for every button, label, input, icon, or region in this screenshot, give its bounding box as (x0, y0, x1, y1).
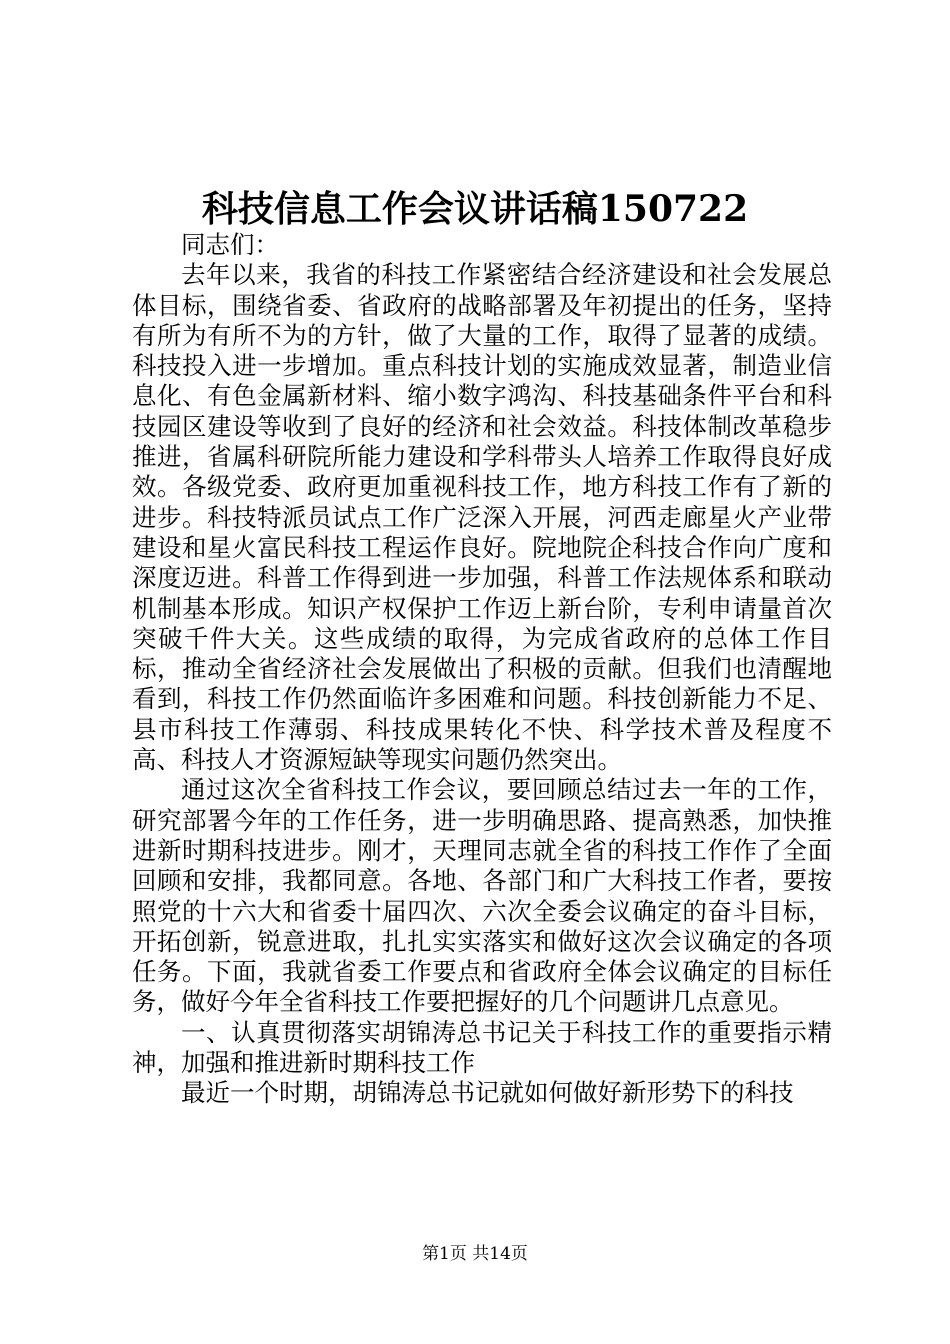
document-body (132, 230, 832, 1109)
paragraph: 最近一个时期，胡锦涛总书记就如何做好新形势下的科技 (181, 1078, 794, 1108)
page-number: 第1页 共14页 (422, 1244, 528, 1264)
paragraph: 去年以来，我省的科技工作紧密结合经济建设和社会发展总体目标，围绕省委、省政府的战略部署及年初提出的任务，坚持有所为有所不为的方针，做了大量的工作，取得了显著的成绩。科技投入进一步增加。重点科技计划的实施成效显著，制造业信息化、有色金属新材料、缩小数字鸿沟、科技基础条件平台和科技园区建设等收到了良好的经济和社会效益。科技体制改革稳步推进，省属科研院所能力建设和学科带头人培养工作取得良好成效。各级党委、政府更加重视科技工作，地方科技工作有了新的进步。科技特派员试点工作广泛深入开展，河西走廊星火产业带建设和星火富民科技工程运作良好。院地院企科技合作向广度和深度迈进。科普工作得到进一步加强，科普工作法规体系和联动机制基本形成。知识产权保护工作迈上新台阶，专利申请量首次突破千件大关。这些成绩的取得，为完成省政府的总体工作目标，推动全省经济社会发展做出了积极的贡献。但我们也清醒地看到，科技工作仍然面临许多困难和问题。科技创新能力不足、县市科技工作薄弱、科技成果转化不快、科学技术普及程度不高、科技人才资源短缺等现实问题仍然突出。 (132, 260, 832, 775)
document-title: 科技信息工作会议讲话稿150722 (201, 188, 749, 230)
section-heading: 一、认真贯彻落实胡锦涛总书记关于科技工作的重要指示精神，加强和推进新时期科技工作 (132, 1017, 832, 1078)
salutation: 同志们： (181, 230, 279, 259)
paragraph: 通过这次全省科技工作会议，要回顾总结过去一年的工作，研究部署今年的工作任务，进一步明确思路、提高熟悉，加快推进新时期科技进步。刚才，天理同志就全省的科技工作作了全面回顾和安排，我都同意。各地、各部门和广大科技工作者，要按照党的十六大和省委十届四次、六次全委会议确定的奋斗目标，开拓创新，锐意进取，扎扎实实落实和做好这次会议确定的各项任务。下面，我就省委工作要点和省政府全体会议确定的目标任务，做好今年全省科技工作要把握好的几个问题讲几点意见。 (132, 775, 832, 1017)
